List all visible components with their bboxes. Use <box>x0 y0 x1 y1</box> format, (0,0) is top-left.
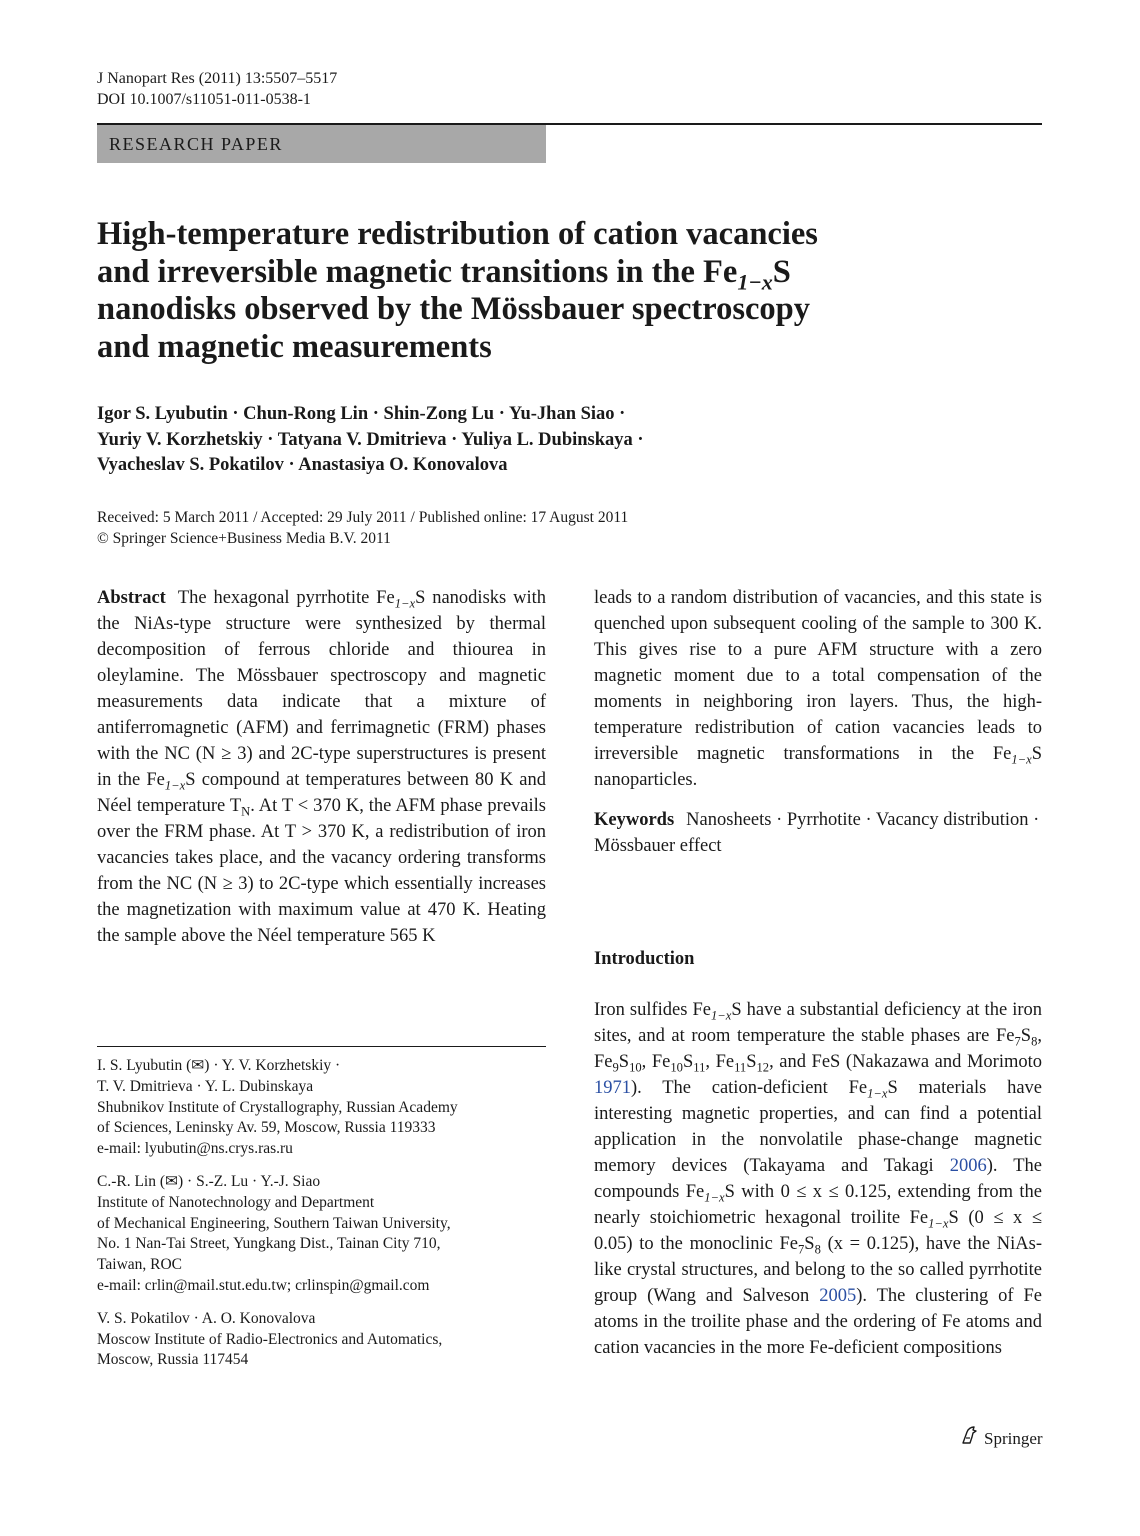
email: e-mail: crlin@mail.stut.edu.tw; crlinspin@gmail.com <box>97 1276 430 1294</box>
title-line: nanodisks observed by the Mössbauer spectroscopy <box>97 291 810 327</box>
springer-horse-icon <box>958 1424 980 1453</box>
journal-citation: J Nanopart Res (2011) 13:5507–5517 <box>97 70 338 87</box>
footnote-rule <box>97 1046 546 1047</box>
author-list: Igor S. Lyubutin · Chun-Rong Lin · Shin-Zong Lu · Yu-Jhan Siao · Yuriy V. Korzhetskiy · Tatyana V. Dmitrieva · Yuliya L. Dubinskaya · Vyacheslav S. Pokatilov · Anastasiya O. Konovalova <box>97 404 644 475</box>
title-line: and magnetic measurements <box>97 328 492 365</box>
affiliation-2: C.-R. Lin (✉) · S.-Z. Lu · Y.-J. Siao Institute of Nanotechnology and Department of Mechanical Engineering, Southern Taiwan University, No. 1 Nan-Tai Street, Yungkang Dist., Tainan City 710, Taiwan, ROC e-mail: crlin@mail.stut.edu.tw; crlinspin@gmail.com <box>97 1172 451 1294</box>
citation-link[interactable]: 1971 <box>594 1078 631 1098</box>
affiliation-1: I. S. Lyubutin (✉) · Y. V. Korzhetskiy · T. V. Dmitrieva · Y. L. Dubinskaya Shubnikov Institute of Crystallography, Russian Academy of Sciences, Leninsky Av. 59, Moscow, Russia 119333 e-mail: lyubutin@ns.crys.ras.ru <box>97 1057 458 1158</box>
publication-dates: Received: 5 March 2011 / Accepted: 29 July 2011 / Published online: 17 August 2011 © Springer Science+Business Media B.V. 2011 <box>97 509 629 547</box>
abstract-continued: leads to a random distribution of vacancies, and this state is quenched upon subsequent cooling of the sample to 300 K. This gives rise to a pure AFM structure with a zero magnetic moment due to a total compensation of the moments in neighboring iron layers. Thus, the high-temperature redistribution of cation vacancies leads to irreversible magnetic transformations in the $Fe_{1-x}S$ nanoparticles. <box>594 588 1042 790</box>
section-label: RESEARCH PAPER <box>97 125 546 163</box>
citation-link[interactable]: 2006 <box>949 1156 987 1176</box>
introduction-text: Iron sulfides $Fe_{1-x}S$ have a substantial deficiency at the iron sites, and at room temperature the stable phases are $Fe_7S_8$, $Fe_9S_{10}$, $Fe_{10}S_{11}$, $Fe_{11}S_{12}$, and FeS (Nakazawa and Morimoto 1971). The cation-deficient $Fe_{1-x}S$ materials have interesting magnetic properties, and can find a potential application in the nonvolatile phase-change magnetic memory devices (Takayama and Takagi 2006). The compounds $Fe_{1-x}S$ with 0 ≤ x ≤ 0.125, extending from the nearly stoichiometric hexagonal troilite $Fe_{1-x}S$ (0 ≤ x ≤ 0.05) to the monoclinic $Fe_7S_8$ (x = 0.125), have the NiAs-like crystal structures, and belong to the so called pyrrhotite group (Wang and Salveson 2005). The clustering of Fe atoms in the troilite phase and the ordering of Fe atoms and cation vacancies in the more Fe-deficient compositions <box>594 1000 1043 1358</box>
publisher-logo <box>958 1424 1043 1453</box>
affiliation-3: V. S. Pokatilov · A. O. Konovalova Moscow Institute of Radio-Electronics and Automatics, Moscow, Russia 117454 <box>97 1309 443 1369</box>
email: e-mail: lyubutin@ns.crys.ras.ru <box>97 1140 293 1158</box>
paper-title <box>97 216 897 366</box>
citation-link[interactable]: 2005 <box>819 1286 857 1306</box>
journal-header <box>97 68 337 110</box>
abstract-heading: Abstract <box>97 588 166 608</box>
title-line: and irreversible magnetic transitions in the $Fe_{1-x}S$ <box>97 253 791 294</box>
keywords-list: Nanosheets · Pyrrhotite · Vacancy distribution · Mössbauer effect <box>594 810 1040 856</box>
affiliations <box>97 1056 546 1383</box>
abstract-left: Abstract The hexagonal pyrrhotite $Fe_{1-x}S$ nanodisks with the NiAs-type structure were synthesized by thermal decomposition of ferrous chloride and thiourea in oleylamine. The Mössbauer spectroscopy and magnetic measurements data indicate that a mixture of antiferromagnetic (AFM) and ferrimagnetic (FRM) phases with the NC (N ≥ 3) and 2C-type superstructures is present in the $Fe_{1-x}S$ compound at temperatures between 80 K and Néel temperature $T_N$. At T < 370 K, the AFM phase prevails over the FRM phase. At T > 370 K, a redistribution of iron vacancies takes place, and the vacancy ordering transforms from the NC (N ≥ 3) to 2C-type which essentially increases the magnetization with maximum value at 470 K. Heating the sample above the Néel temperature 565 K <box>97 588 546 946</box>
publisher-name: Springer <box>984 1428 1043 1448</box>
abstract-right <box>594 585 1042 859</box>
keywords-heading: Keywords <box>594 810 675 830</box>
introduction-heading: Introduction <box>594 949 695 969</box>
title-line: High-temperature redistribution of cation vacancies <box>97 216 818 252</box>
keywords <box>594 807 1042 859</box>
doi: DOI 10.1007/s11051-011-0538-1 <box>97 91 311 108</box>
